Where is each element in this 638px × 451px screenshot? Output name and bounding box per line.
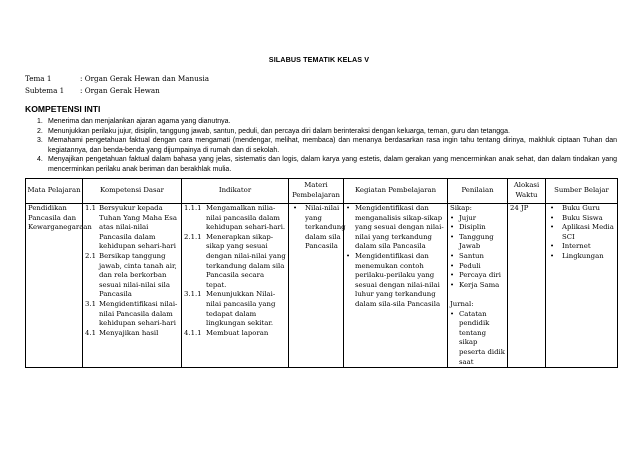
kd-item (85, 204, 179, 252)
bullet-icon: • (346, 204, 351, 212)
bullet-icon: • (450, 261, 455, 270)
bullet-icon: • (450, 213, 455, 222)
table-row (26, 204, 618, 368)
tema-value: : Organ Gerak Hewan dan Manusia (80, 74, 210, 83)
penilaian-text: Peduli (459, 261, 481, 270)
indikator-item (184, 233, 286, 291)
penilaian-text: Santun (459, 251, 484, 260)
penilaian-item (450, 233, 505, 252)
subtema-value: : Organ Gerak Hewan (80, 86, 160, 95)
penilaian-item (450, 252, 505, 262)
bullet-icon: • (293, 204, 298, 212)
kegiatan-item (346, 204, 445, 252)
penilaian-item (450, 262, 505, 272)
sumber-item (548, 204, 615, 214)
header-sumber: Sumber Belajar (546, 179, 618, 204)
penilaian-text: Jujur (459, 213, 477, 222)
kd-number: 3.1 (85, 299, 96, 308)
penilaian-text: Percaya diri (459, 271, 501, 280)
ki-text: Menunjukkan perilaku jujur, disiplin, tanggung jawab, santun, peduli, dan percaya diri dalam berinteraksi dengan keluarga, teman, guru dan tetangga. (48, 127, 510, 135)
table-header-row (26, 179, 618, 204)
indikator-number: 4.1.1 (184, 328, 202, 337)
cell-indikator (182, 204, 289, 368)
cell-mapel: Pendidikan Pancasila dan Kewarganegaraan (26, 204, 83, 368)
cell-sumber (546, 204, 618, 368)
bullet-icon: • (450, 280, 455, 289)
ki-text: Menyajikan pengetahuan faktual dalam bahasa yang jelas, sistematis dan logis, dalam karya yang estetis, dalam gerakan yang mencerminkan anak sehat, dan dalam tindakan yang mencerminkan perilaku anak beriman dan berakhlak mulia. (48, 156, 617, 173)
header-alokasi: Alokasi Waktu (508, 179, 546, 204)
indikator-number: 1.1.1 (184, 204, 202, 212)
penilaian-item (450, 271, 505, 281)
ki-number: 2. (37, 127, 43, 135)
spacer (450, 290, 505, 300)
sumber-text: Buku Siswa (562, 213, 603, 222)
indikator-item (184, 329, 286, 339)
tema-label: Tema 1 (25, 74, 52, 83)
header-kegiatan: Kegiatan Pembelajaran (344, 179, 448, 204)
penilaian-item (450, 223, 505, 233)
cell-penilaian (448, 204, 508, 368)
subtema-label: Subtema 1 (25, 86, 65, 95)
materi-item (291, 204, 346, 252)
sumber-item (548, 214, 615, 224)
header-penilaian: Penilaian (448, 179, 508, 204)
ki-number: 3. (37, 137, 43, 145)
sumber-text: Lingkungan (562, 251, 604, 260)
cell-kegiatan (344, 204, 448, 368)
kd-number: 4.1 (85, 328, 96, 337)
ki-text: Menerima dan menjalankan ajaran agama yang dianutnya. (48, 118, 231, 125)
bullet-icon: • (450, 223, 455, 232)
sumber-text: Aplikasi Media SCI (562, 223, 614, 241)
bullet-icon: • (450, 232, 455, 241)
cell-kompetensi-dasar (83, 204, 182, 368)
bullet-icon: • (450, 251, 455, 260)
kd-text: Menyajikan hasil (99, 328, 159, 337)
kegiatan-item (346, 252, 445, 310)
header-mapel: Mata Pelajaran (26, 179, 83, 204)
materi-text: Nilai-nilai yang terkandung dalam sila Pancasila (305, 204, 346, 251)
bullet-icon: • (550, 242, 555, 251)
penilaian-jurnal-label: Jurnal: (450, 299, 474, 308)
kd-text: Mengidentifikasi nilai-nilai Pancasila dalam kehidupan sehari-hari (99, 299, 178, 328)
kd-text: Bersyukur kepada Tuhan Yang Maha Esa atas nilai-nilai Pancasila dalam kehidupan sehari-hari (99, 204, 177, 251)
penilaian-item (450, 310, 505, 368)
sumber-text: Internet (562, 242, 591, 251)
cell-materi (289, 204, 344, 368)
indikator-item (184, 290, 286, 328)
penilaian-text: Tanggung Jawab (459, 232, 494, 251)
kd-item (85, 300, 179, 329)
bullet-icon: • (450, 309, 455, 318)
kd-text: Bersikap tanggung jawab, cinta tanah air, dan rela berkorban sesuai nilai-nilai sila Pancasila (99, 251, 177, 299)
ki-number: 1. (37, 118, 43, 125)
bullet-icon: • (550, 223, 555, 232)
bullet-icon: • (550, 213, 555, 222)
header-kompetensi-dasar: Kompetensi Dasar (83, 179, 182, 204)
indikator-number: 2.1.1 (184, 232, 202, 241)
penilaian-item (450, 281, 505, 291)
indikator-text: Membuat laporan (206, 328, 269, 337)
kd-item (85, 329, 179, 339)
header-indikator: Indikator (182, 179, 289, 204)
indikator-item (184, 204, 286, 233)
sumber-text: Buku Guru (562, 204, 600, 212)
sumber-item (548, 223, 615, 242)
ki-text: Memahami pengetahuan faktual dengan cara mengamati (mendengar, melihat, membaca) dan menanya berdasarkan rasa ingin tahu tentang dirinya, makhluk ciptaan Tuhan dan kegiatannya, dan benda-benda yang dijumpainya di rumah dan di sekolah. (48, 137, 617, 154)
bullet-icon: • (346, 251, 351, 260)
indikator-text: Menerapkan sikap-sikap yang sesuai dengan nilai-nilai yang terkandung dalam sila Pancasila secara tepat. (206, 232, 286, 289)
header-materi: Materi Pembelajaran (289, 179, 344, 204)
penilaian-text: Disiplin (459, 223, 486, 232)
indikator-text: Menunjukkan Nilai-nilai pancasila yang tedapat dalam lingkungan sekitar. (206, 290, 276, 328)
sumber-item (548, 242, 615, 252)
indikator-text: Mengamalkan nilia-nilai pancasila dalam kehidupan sehari-hari. (206, 204, 286, 232)
penilaian-item (450, 214, 505, 224)
penilaian-sikap-label: Sikap: (450, 204, 472, 212)
kd-number: 1.1 (85, 204, 96, 212)
penilaian-text: Kerja Sama (459, 280, 500, 289)
kegiatan-text: Mengidentifikasi dan menemukan contoh perilaku-perilaku yang sesuai dengan nilai-nilai luhur yang terkandung dalam sila-sila Pancasila (355, 251, 441, 308)
kegiatan-text: Mengidentifikasi dan menganalisis sikap-sikap yang sesuai dengan nilai-nilai yang terkandung dalam sila Pancasila (355, 204, 444, 251)
kompetensi-inti-heading: KOMPETENSI INTI (25, 104, 101, 114)
bullet-icon: • (450, 271, 455, 280)
document-title: SILABUS TEMATIK KELAS V (268, 55, 370, 64)
kd-number: 2.1 (85, 251, 96, 260)
indikator-number: 3.1.1 (184, 290, 202, 299)
cell-alokasi: 24 JP (508, 204, 546, 368)
penilaian-text: Catatan pendidik tentang sikap peserta didik saat (459, 309, 505, 366)
bullet-icon: • (550, 204, 555, 212)
sumber-item (548, 252, 615, 262)
syllabus-table (25, 178, 618, 368)
kd-item (85, 252, 179, 300)
ki-number: 4. (37, 156, 43, 164)
bullet-icon: • (550, 251, 555, 260)
